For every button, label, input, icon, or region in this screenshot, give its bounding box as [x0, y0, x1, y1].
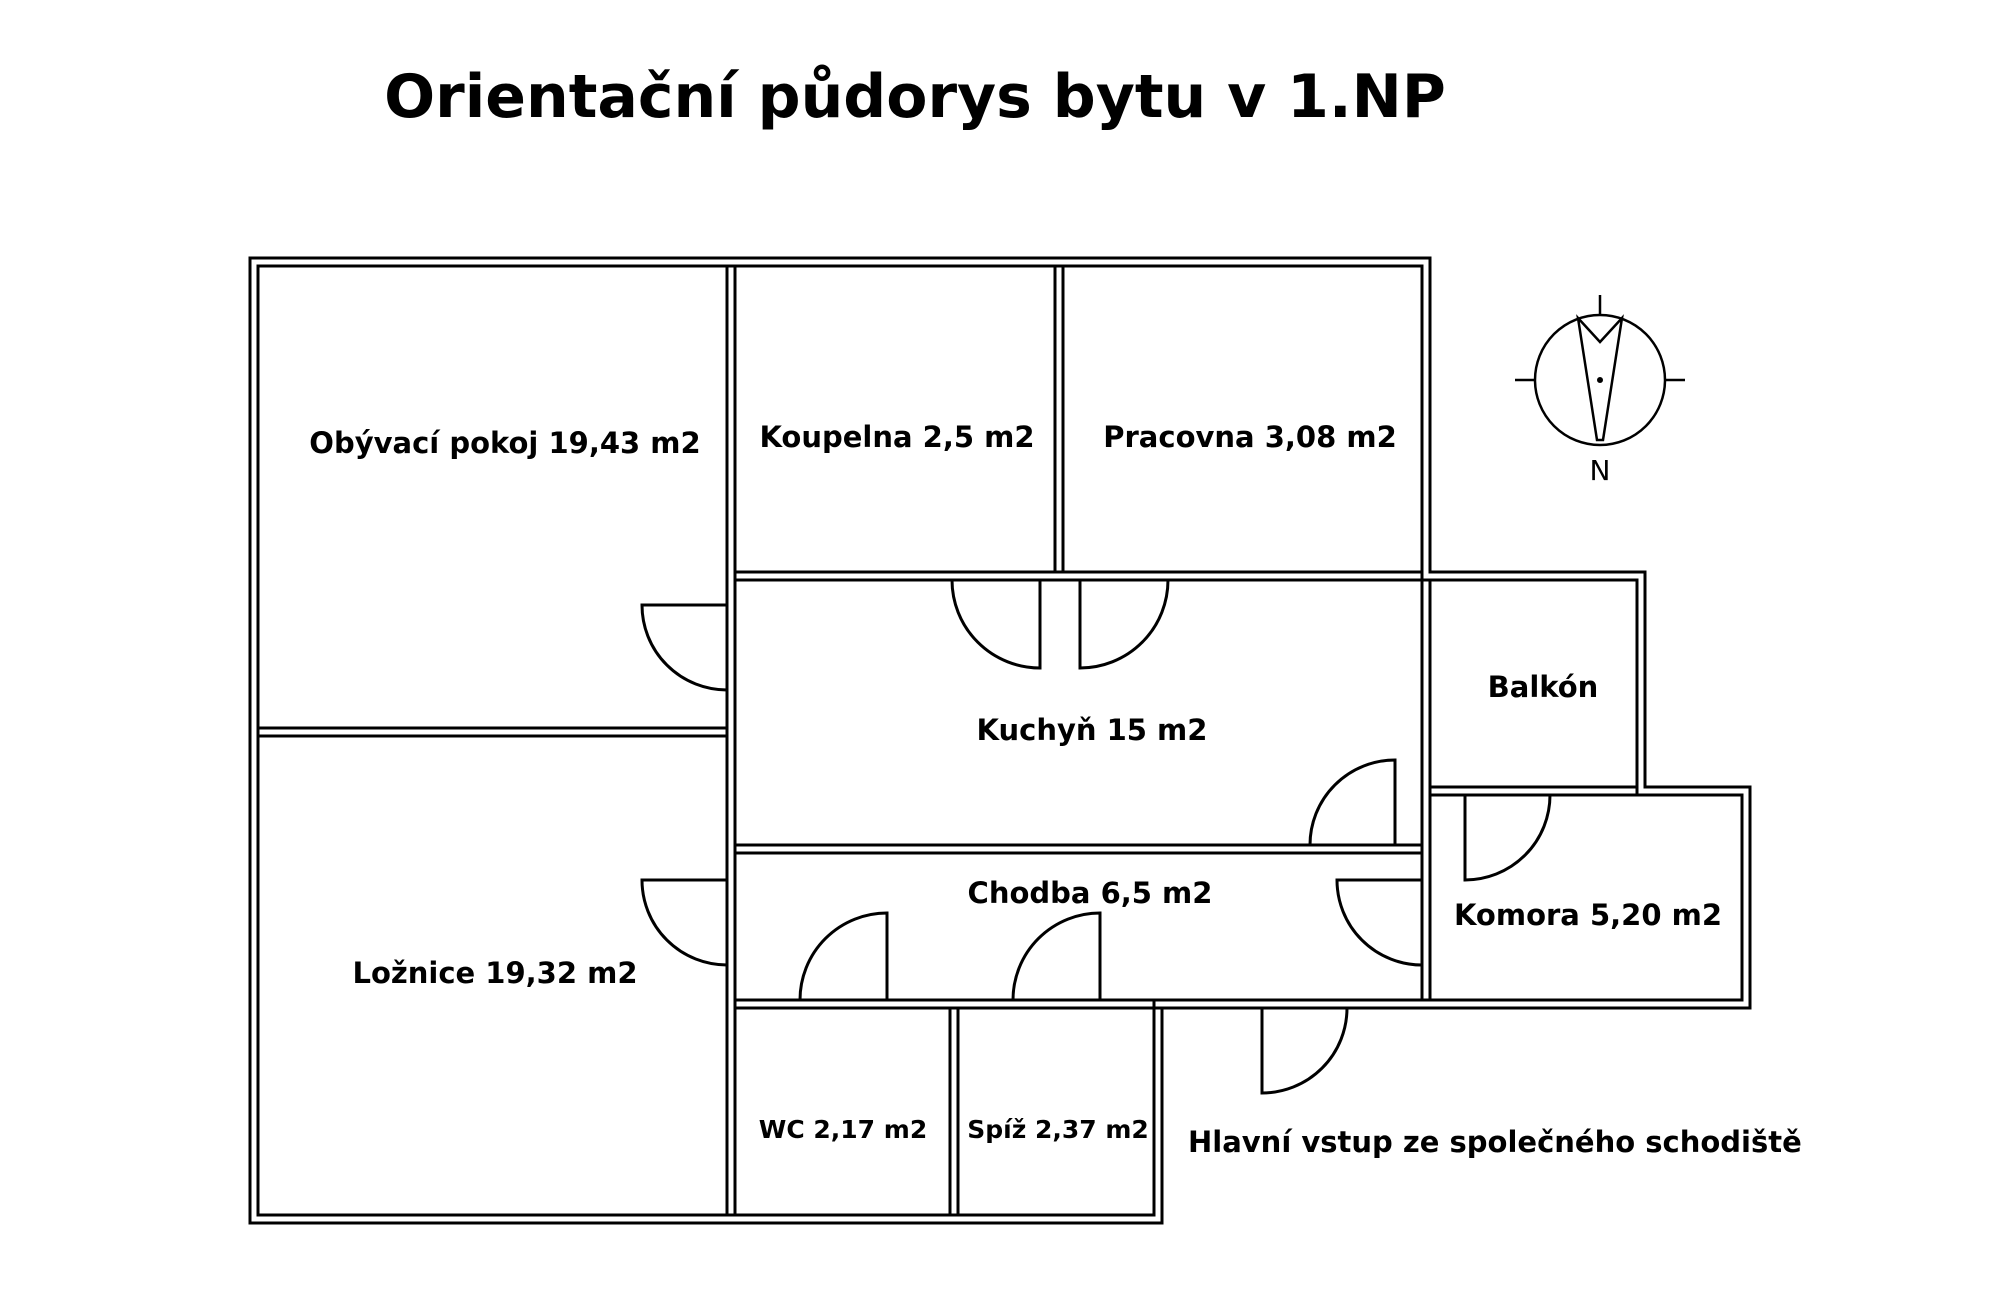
compass-letter: N	[1589, 454, 1611, 487]
room-label-hallway: Chodba 6,5 m2	[967, 876, 1213, 910]
door-study	[1080, 580, 1168, 668]
entrance-label: Hlavní vstup ze společného schodiště	[1188, 1125, 1802, 1159]
room-label-pantry: Spíž 2,37 m2	[967, 1115, 1149, 1144]
room-label-storage: Komora 5,20 m2	[1453, 898, 1723, 932]
door-storage	[1465, 795, 1550, 880]
room-label-bathroom: Koupelna 2,5 m2	[759, 420, 1035, 454]
room-label-study: Pracovna 3,08 m2	[1103, 420, 1397, 454]
door-living	[642, 605, 727, 690]
north-arrow	[1515, 295, 1685, 445]
door-wc	[800, 913, 887, 1000]
door-bathroom	[952, 580, 1040, 668]
door-hallway-right	[1337, 880, 1422, 965]
room-label-bedroom: Ložnice 19,32 m2	[352, 956, 638, 990]
door-main-entrance	[1262, 1008, 1347, 1093]
door-bedroom	[642, 880, 727, 965]
doors	[642, 580, 1550, 1093]
door-pantry	[1013, 913, 1100, 1000]
room-label-wc: WC 2,17 m2	[758, 1115, 928, 1144]
room-label-balcony: Balkón	[1487, 670, 1599, 704]
door-kitchen-right	[1310, 760, 1395, 845]
room-label-living: Obývací pokoj 19,43 m2	[309, 426, 701, 460]
room-label-kitchen: Kuchyň 15 m2	[976, 713, 1208, 747]
plan-title: Orientační půdorys bytu v 1.NP	[384, 62, 1446, 132]
